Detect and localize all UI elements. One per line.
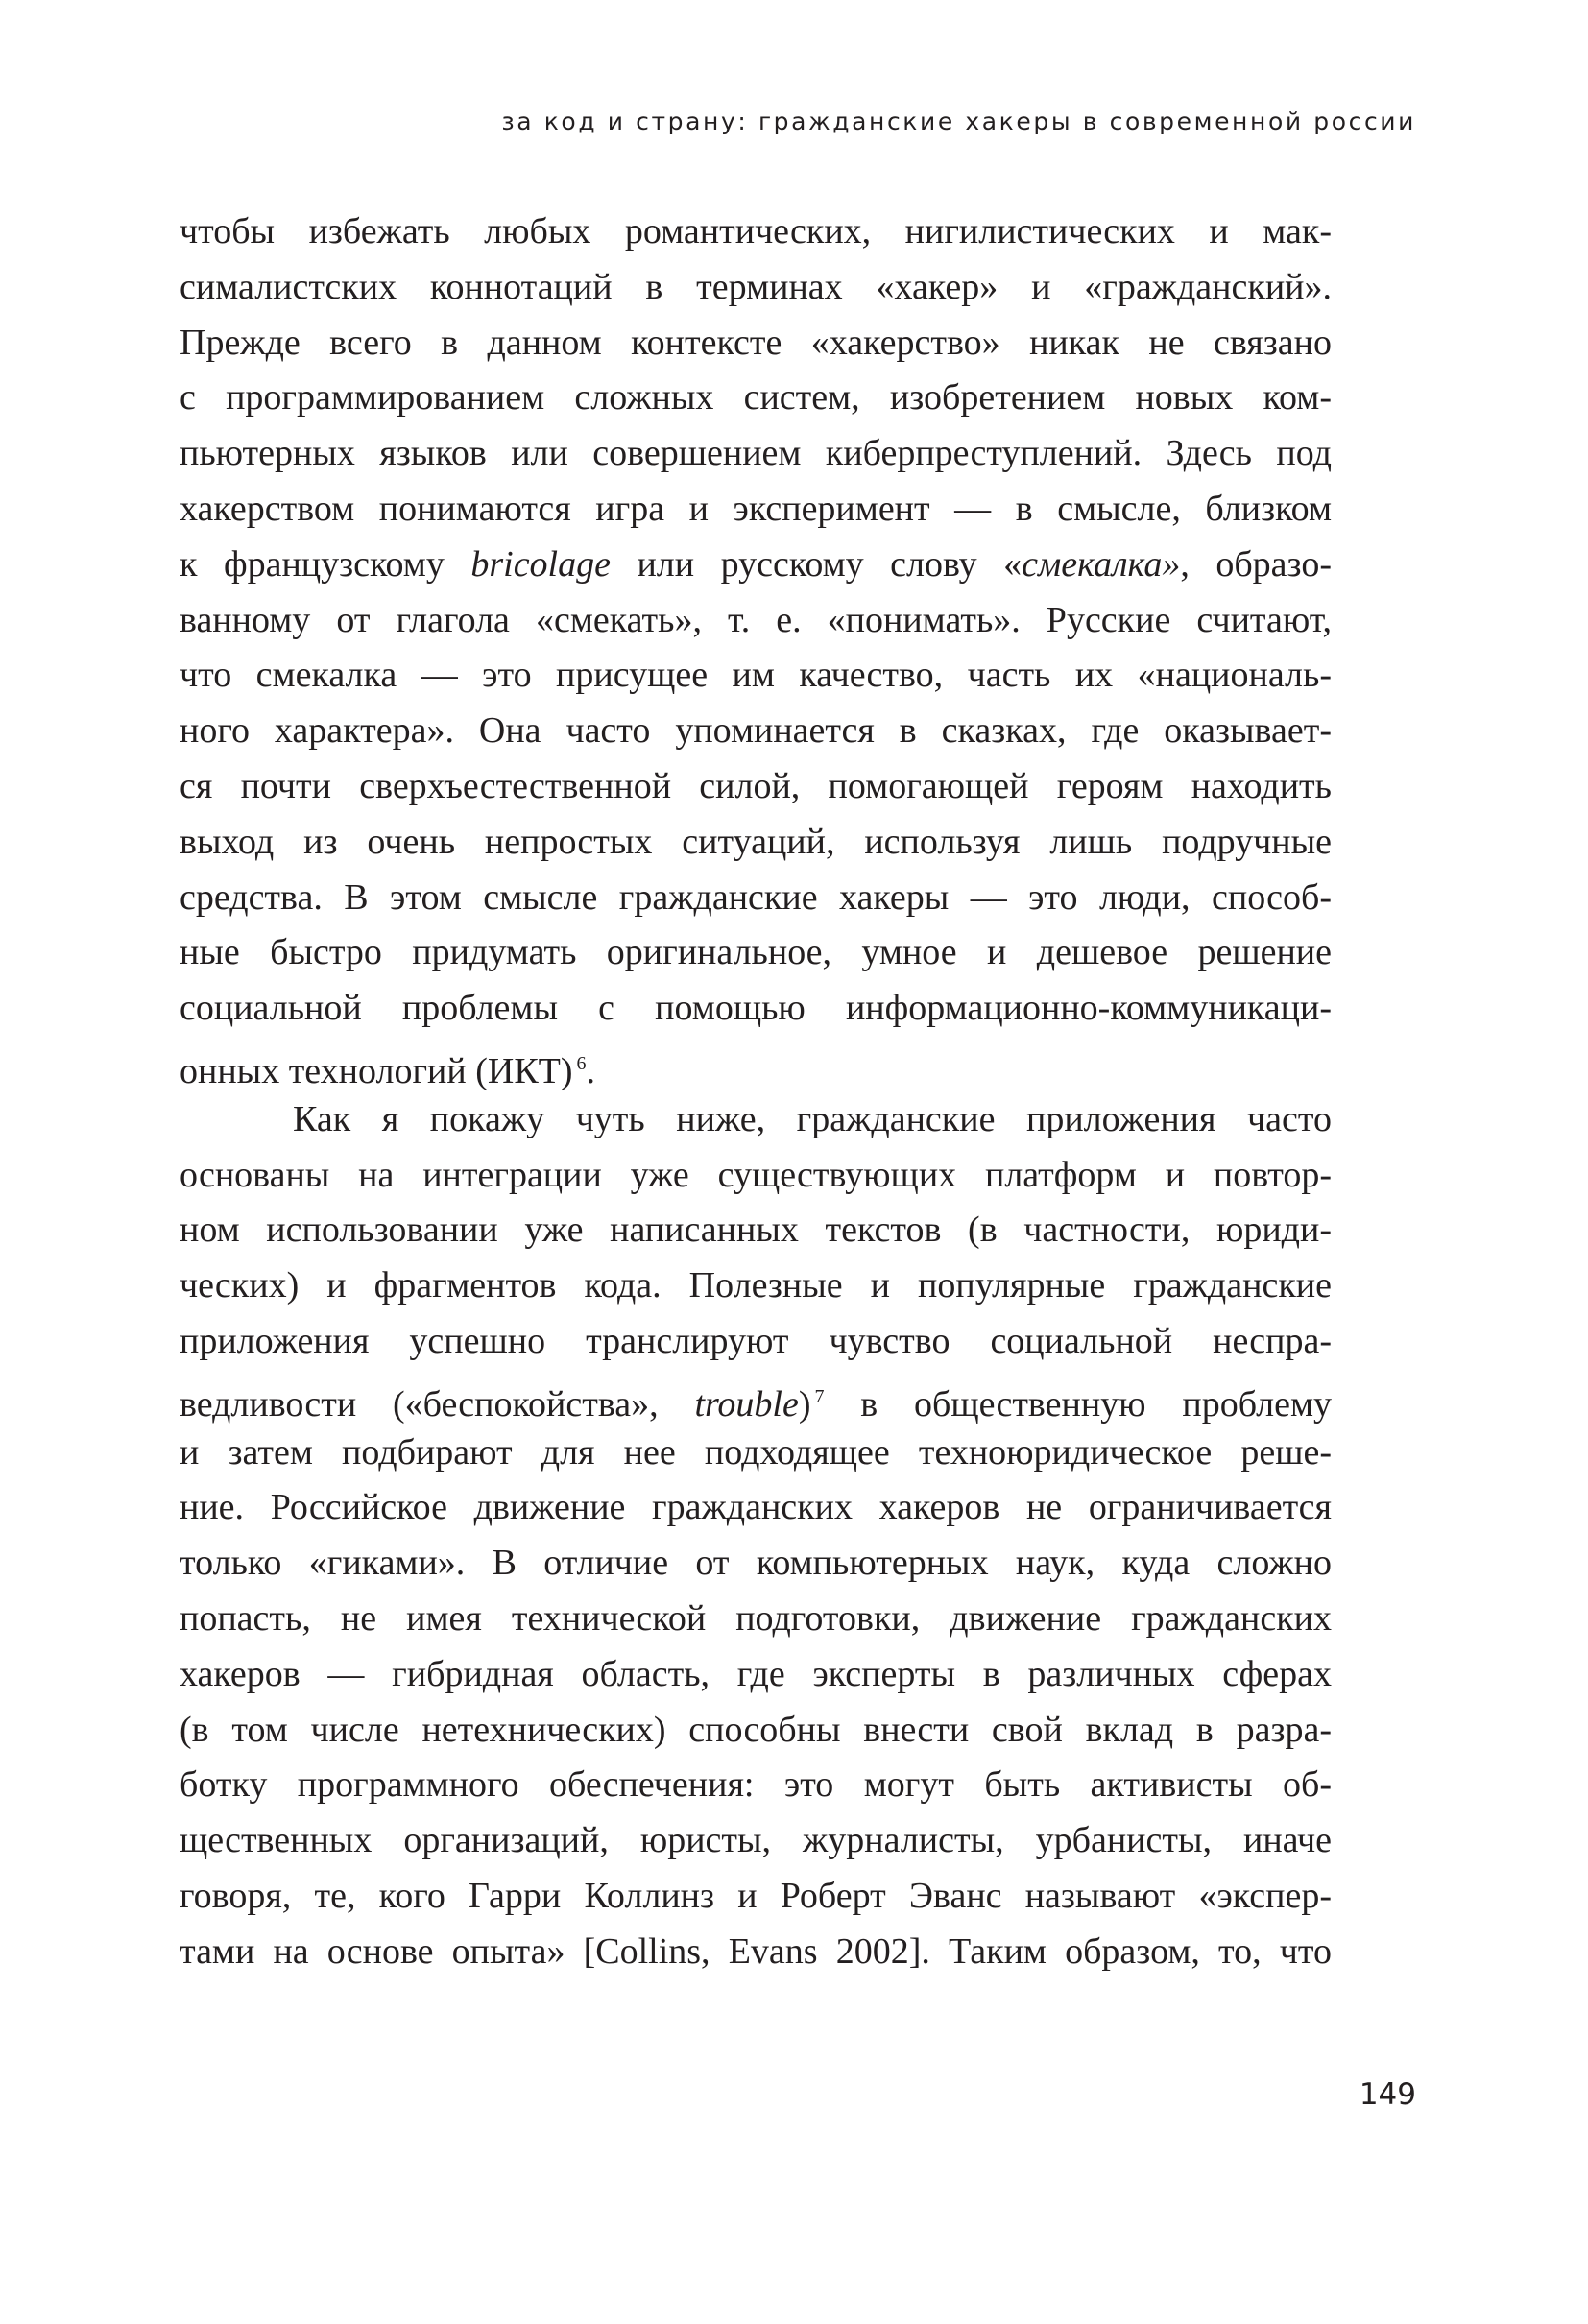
text-segment: сималистских коннотаций в терминах «хакер» и «гражданский». [180, 266, 1332, 307]
text-segment: ческих) и фрагментов кода. Полезные и популярные гражданские [180, 1265, 1332, 1306]
text-segment: . [586, 1050, 596, 1091]
italic-text: bricolage [470, 543, 611, 585]
text-line [180, 371, 1332, 426]
text-line [180, 1813, 1332, 1869]
text-line [180, 1758, 1332, 1813]
text-line [180, 1480, 1332, 1536]
text-segment: основаны на интеграции уже существующих платформ и повтор- [180, 1154, 1332, 1195]
text-line [180, 1647, 1332, 1703]
text-line [180, 1370, 1332, 1426]
text-segment: или русскому слову « [610, 543, 1023, 585]
text-line [180, 871, 1332, 926]
text-line [180, 981, 1332, 1037]
text-segment: говоря, те, кого Гарри Коллинз и Роберт Эванс называют «экспер- [180, 1875, 1332, 1916]
text-line [180, 482, 1332, 538]
text-segment: ся почти сверхъестественной силой, помогающей героям находить [180, 765, 1332, 806]
text-segment: что смекалка — это присущее им качество, часть их «националь- [180, 655, 1332, 696]
text-line [180, 759, 1332, 815]
text-segment: тами на основе опыта» [Collins, Evans 2002]. Таким образом, то, что [180, 1930, 1332, 1972]
text-line [180, 538, 1332, 593]
text-segment: ) [798, 1383, 811, 1425]
text-line [180, 1148, 1332, 1204]
text-line [180, 1203, 1332, 1258]
italic-text: смекалка» [1022, 543, 1181, 585]
text-line [180, 1092, 1332, 1148]
text-line [180, 260, 1332, 316]
text-segment: с программированием сложных систем, изобретением новых ком- [180, 377, 1332, 419]
text-segment: ние. Российское движение гражданских хакеров не ограничивается [180, 1487, 1332, 1528]
text-segment: онных технологий (ИКТ) [180, 1050, 573, 1091]
text-segment: и затем подбирают для нее подходящее техноюридическое реше- [180, 1431, 1332, 1473]
footnote-ref: 7 [814, 1385, 825, 1407]
text-line [180, 925, 1332, 981]
footnote-ref: 6 [576, 1052, 587, 1074]
text-segment: ном использовании уже написанных текстов (в частности, юриди- [180, 1210, 1332, 1251]
text-line [180, 1536, 1332, 1592]
text-line [180, 593, 1332, 649]
page-number: 149 [1359, 2077, 1416, 2112]
text-segment: в общественную проблему [824, 1383, 1332, 1425]
text-segment: попасть, не имея технической подготовки, движение гражданских [180, 1597, 1332, 1639]
text-segment: только «гиками». В отличие от компьютерных наук, куда сложно [180, 1543, 1332, 1584]
text-line [180, 1314, 1332, 1370]
text-line [180, 316, 1332, 371]
text-line [180, 815, 1332, 871]
text-segment: средства. В этом смысле гражданские хакеры — это люди, способ- [180, 876, 1332, 918]
text-line [180, 1426, 1332, 1481]
text-segment: хакерством понимаются игра и эксперимент — в смысле, близком [180, 488, 1332, 529]
text-line [180, 1869, 1332, 1925]
text-segment: (в том числе нетехнических) способны внести свой вклад в разра- [180, 1709, 1332, 1750]
text-segment: чтобы избежать любых романтических, нигилистических и мак- [180, 211, 1332, 252]
text-line [180, 648, 1332, 704]
text-segment: ные быстро придумать оригинальное, умное и дешевое решение [180, 932, 1332, 973]
text-segment: хакеров — гибридная область, где эксперты в различных сферах [180, 1653, 1332, 1694]
text-segment: Прежде всего в данном контексте «хакерство» никак не связано [180, 322, 1332, 363]
text-line [180, 1037, 1332, 1092]
text-segment: социальной проблемы с помощью информационно-коммуникаци- [180, 988, 1332, 1029]
text-segment: ного характера». Она часто упоминается в сказках, где оказывает- [180, 710, 1332, 752]
text-segment: щественных организаций, юристы, журналисты, урбанисты, иначе [180, 1820, 1332, 1861]
text-line [180, 1925, 1332, 1980]
text-line [180, 1258, 1332, 1314]
text-segment: приложения успешно транслируют чувство социальной неспра- [180, 1320, 1332, 1361]
text-segment: , образо- [1180, 543, 1332, 585]
text-segment: выход из очень непростых ситуаций, используя лишь подручные [180, 821, 1332, 862]
text-segment: Как я покажу чуть ниже, гражданские приложения часто [293, 1098, 1332, 1139]
text-segment: пьютерных языков или совершением киберпреступлений. Здесь под [180, 433, 1332, 474]
text-line [180, 204, 1332, 260]
text-segment: ботку программного обеспечения: это могут быть активисты об- [180, 1764, 1332, 1806]
text-line [180, 426, 1332, 482]
italic-text: trouble [694, 1383, 799, 1425]
text-line [180, 704, 1332, 759]
running-header: за код и страну: гражданские хакеры в современной россии [501, 108, 1416, 135]
text-segment: ванному от глагола «смекать», т. е. «понимать». Русские считают, [180, 599, 1332, 640]
text-segment: к французскому [180, 543, 471, 585]
text-segment: ведливости («беспокойства», [180, 1383, 695, 1425]
body-text [180, 204, 1332, 1980]
text-line [180, 1703, 1332, 1759]
text-line [180, 1592, 1332, 1647]
